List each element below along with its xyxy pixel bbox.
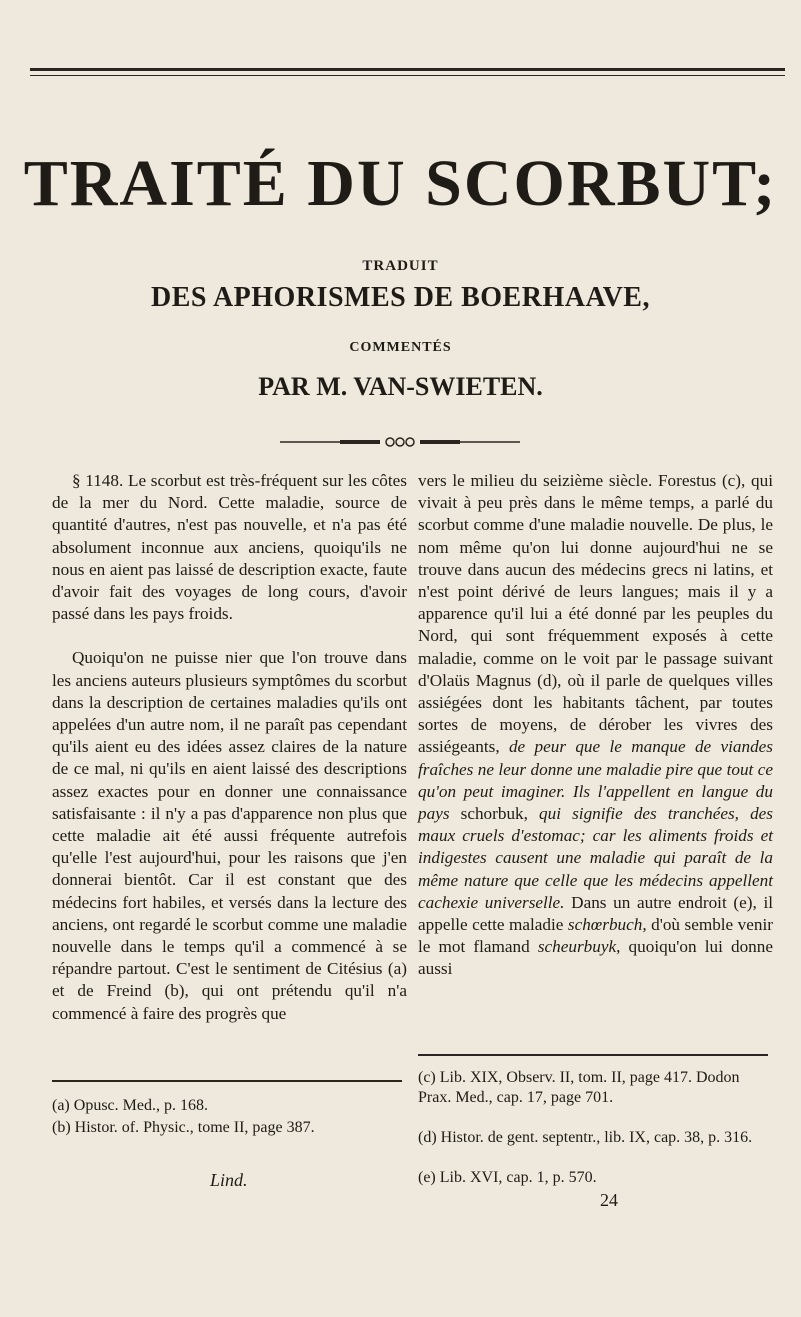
footnote-a: (a) Opusc. Med., p. 168. xyxy=(52,1097,208,1114)
page-title: TRAITÉ DU SCORBUT; xyxy=(23,147,778,220)
footnote-c: (c) Lib. XIX, Observ. II, tom. II, page 417. Dodon Prax. Med., cap. 17, page 701. xyxy=(418,1069,740,1106)
author-line: PAR M. VAN-SWIETEN. xyxy=(258,372,543,401)
header-rule-thin xyxy=(30,75,785,76)
ornament-divider-icon xyxy=(280,436,520,448)
footnote-b: (b) Histor. of. Physic., tome II, page 387. xyxy=(52,1119,315,1136)
right-column xyxy=(418,470,773,981)
footnote-rule xyxy=(52,1080,402,1082)
footnote-e: (e) Lib. XVI, cap. 1, p. 570. xyxy=(418,1169,597,1186)
paragraph: Quoiqu'on ne puisse nier que l'on trouve dans les anciens auteurs plusieurs symptômes du scorbut dans la description de certaines maladies qu'ils ont appelées d'un autre nom, il ne paraît pas cependant qu'ils aient eu des idées assez claires de la nature de ce mal, ni qu'ils en aient laissé des descriptions assez exactes pour en donner une connaissance satisfaisante : il n'y a pas d'apparence non plus que cette maladie ait été aussi fréquente autrefois qu'elle l'est aujourd'hui, pour les raisons que j'en donnerai bientôt. Car il est constant que des médecins fort habiles, et versés dans la lecture des anciens, ont regardé le scorbut comme une maladie nouvelle dans le temps qu'il a commencé à se répandre partout. C'est le sentiment de Citésius (a) et de Freind (b), qui ont prétendu qu'il n'a commencé à faire des progrès que xyxy=(52,648,407,1023)
header-rule xyxy=(30,68,785,71)
paragraph: vers le milieu du seizième siècle. Forestus (c), qui vivait à peu près dans le même temps, a parlé du scorbut comme d'une maladie nouvelle. De plus, le nom même qu'on lui donne aujourd'hui ne se trouve dans aucun des médecins grecs ni latins, et n'est point dérivé de leurs langues; mais il y a apparence qu'il lui a été donné par les peuples du Nord, qui sont fréquemment exposés à cette maladie, comme on le voit par le passage suivant d'Olaüs Magnus (d), où il parle de quelques villes assiégées dont les habitants tâchent, par toutes sortes de moyens, de dérober les vivres des assiégeants, de peur que le manque de viandes fraîches ne leur donne une maladie pire que tout ce qu'on peut imaginer. Ils l'appellent en langue du pays schorbuk, qui signifie des tranchées, des maux cruels d'estomac; car les aliments froids et indigestes causent une maladie qui paraît de la même nature que celle que les médecins appellent cachexie universelle. Dans un autre endroit (e), il appelle cette maladie schœrbuch, d'où semble venir le mot flamand scheurbuyk, quoiqu'on lui donne aussi xyxy=(418,471,773,979)
left-column xyxy=(52,470,407,1025)
footnote-rule xyxy=(418,1054,768,1056)
subtitle-aphorismes: DES APHORISMES DE BOERHAAVE, xyxy=(151,282,650,313)
footnote-d: (d) Histor. de gent. septentr., lib. IX, cap. 38, p. 316. xyxy=(418,1129,753,1146)
catchword: Lind. xyxy=(210,1170,248,1190)
paragraph: § 1148. Le scorbut est très-fréquent sur les côtes de la mer du Nord. Cette maladie, source de quantité d'autres, n'est pas nouvelle, et n'a pas été absolument inconnue aux anciens, quoiqu'ils ne nous en aient pas laissé de description exacte, faute d'avoir fait des voyages de long cours, d'avoir passé dans les pays froids. xyxy=(52,471,407,624)
subtitle-traduit: TRADUIT xyxy=(362,258,439,274)
page-number: 24 xyxy=(600,1190,618,1210)
subtitle-commentes: COMMENTÉS xyxy=(349,340,452,355)
